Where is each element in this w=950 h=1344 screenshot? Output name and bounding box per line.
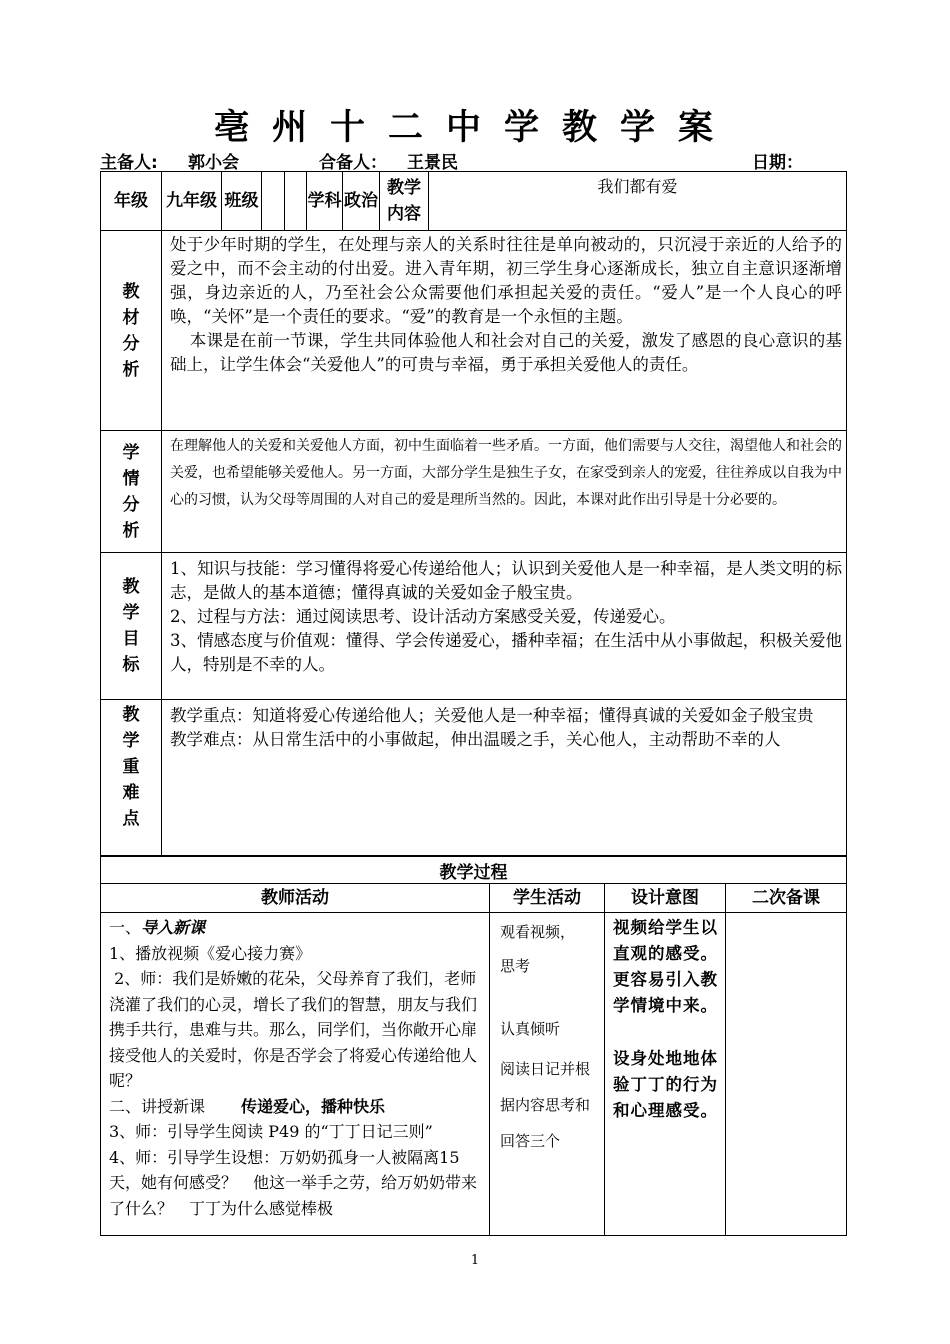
design-intent-2: 设身处地地体验丁丁的行为和心理感受。 <box>613 1049 718 1120</box>
textbook-analysis-p2: 本课是在前一节课，学生共同体验他人和社会对自己的关爱，激发了感恩的良心意识的基础上，让学生体会“关爱他人”的可贵与幸福，勇于承担关爱他人的责任。 <box>170 331 842 374</box>
subject-value: 政治 <box>343 172 380 231</box>
teacher-step-3: 3、师：引导学生阅读 P49 的“丁丁日记三则” <box>109 1122 433 1141</box>
section-new-lesson <box>109 1094 483 1120</box>
content-label: 教学内容 <box>380 172 429 231</box>
teaching-goals-row <box>101 553 847 700</box>
subject-label: 学科 <box>307 172 343 231</box>
goal-knowledge: 1、知识与技能：学习懂得将爱心传递给他人；认识到关爱他人是一种幸福，是人类文明的标志，是做人的基本道德；懂得真诚的关爱如金子般宝贵。 <box>170 559 842 602</box>
process-column-headers <box>101 884 847 913</box>
meta-row <box>100 148 850 172</box>
goal-process: 2、过程与方法：通过阅读思考、设计活动方案感受关爱，传递爱心。 <box>170 607 676 626</box>
content-value: 我们都有爱 <box>429 172 847 231</box>
key-points-content <box>162 700 847 856</box>
student-activity-2: 思考 <box>500 957 531 975</box>
student-activity-3: 认真倾听 <box>500 1020 561 1038</box>
grade-label: 年级 <box>101 172 162 231</box>
co-preparer-name: 王景民 <box>407 153 458 173</box>
teaching-goals-label: 教学目标 <box>101 553 162 700</box>
class-value-blank <box>285 172 307 231</box>
teacher-activity-cell <box>101 913 490 1236</box>
teaching-process-table <box>100 856 847 1236</box>
student-activity-1: 观看视频， <box>500 923 576 941</box>
teacher-step-2: 2、师：我们是娇嫩的花朵，父母养育了我们，老师浇灌了我们的心灵，增长了我们的智慧，朋友与我们携手共行，患难与共。那么，同学们，当你敞开心扉接受他人的关爱时，你是否学会了将爱心传递给他人呢？ <box>109 969 478 1090</box>
second-preparation-cell <box>726 913 847 1236</box>
preparer-label: 主备人: <box>100 153 158 173</box>
design-intent-1: 视频给学生以直观的感受。更容易引入教学情境中来。 <box>613 918 718 1015</box>
textbook-analysis-content <box>162 231 847 431</box>
section-new-lesson-prefix: 二、讲授新课 <box>109 1096 206 1116</box>
key-points-label: 教学重难点 <box>101 700 162 856</box>
col-student-activity: 学生活动 <box>490 884 605 913</box>
textbook-analysis-label: 教材分析 <box>101 231 162 431</box>
process-body-row <box>101 913 847 1236</box>
textbook-analysis-row <box>101 231 847 431</box>
design-intent-cell <box>605 913 726 1236</box>
student-activity-cell <box>490 913 605 1236</box>
teacher-step-1: 1、播放视频《爱心接力赛》 <box>109 943 312 963</box>
teaching-difficulty: 教学难点：从日常生活中的小事做起，伸出温暖之手，关心他人，主动帮助不幸的人 <box>170 730 781 749</box>
col-teacher-activity: 教师活动 <box>101 884 490 913</box>
date-label: 日期： <box>752 153 803 173</box>
teaching-focus: 教学重点：知道将爱心传递给他人；关爱他人是一种幸福；懂得真诚的关爱如金子般宝贵 <box>170 706 814 725</box>
class-label: 班级 <box>222 172 262 231</box>
key-points-row <box>101 700 847 856</box>
section-intro <box>109 915 483 941</box>
preparer-name: 郭小会 <box>188 153 239 173</box>
textbook-analysis-p1: 处于少年时期的学生，在处理与亲人的关系时往往是单向被动的，只沉浸于亲近的人给予的爱之中，而不会主动的付出爱。进入青年期，初三学生身心逐渐成长，独立自主意识逐渐增强，身边亲近的人，乃至社会公众需要他们承担起关爱的责任。“爱人”是一个人良心的呼唤，“关怀”是一个责任的要求。“爱”的教育是一个永恒的主题。 <box>170 235 842 326</box>
lesson-info-table <box>100 171 847 856</box>
section-intro-title: 导入新课 <box>141 918 206 937</box>
teaching-goals-content <box>162 553 847 700</box>
student-analysis-content: 在理解他人的关爱和关爱他人方面，初中生面临着一些矛盾。一方面，他们需要与人交往，渴望他人和社会的关爱，也希望能够关爱他人。另一方面，大部分学生是独生子女，在家受到亲人的宠爱，往往养成以自我为中心的习惯，认为父母等周围的人对自己的爱是理所当然的。因此，本课对此作出引导是十分必要的。 <box>162 431 847 553</box>
section-intro-prefix: 一、 <box>109 918 142 937</box>
col-design-intent: 设计意图 <box>605 884 726 913</box>
section-new-lesson-title: 传递爱心，播种快乐 <box>241 1096 386 1116</box>
teacher-step-4: 4、师：引导学生设想：万奶奶孤身一人被隔离15天，她有何感受？ 他这一举手之劳，给万奶奶带来了什么？ 丁丁为什么感觉棒极 <box>109 1147 478 1218</box>
student-analysis-label: 学情分析 <box>101 431 162 553</box>
document-title: 亳州十二中学教学案 <box>213 108 736 148</box>
goal-emotion: 3、情感态度与价值观：懂得、学会传递爱心，播种幸福；在生活中从小事做起，积极关爱他人，特别是不幸的人。 <box>170 631 842 674</box>
page-number: 1 <box>470 1253 480 1268</box>
student-analysis-row <box>101 431 847 553</box>
header-row <box>101 172 847 231</box>
col-second-preparation: 二次备课 <box>726 884 847 913</box>
teaching-process-title: 教学过程 <box>101 857 847 884</box>
grade-value: 九年级 <box>162 172 222 231</box>
co-preparer-label: 合备人： <box>319 153 387 173</box>
class-value <box>262 172 285 231</box>
student-activity-4: 阅读日记并根据内容思考和回答三个 <box>500 1060 591 1150</box>
